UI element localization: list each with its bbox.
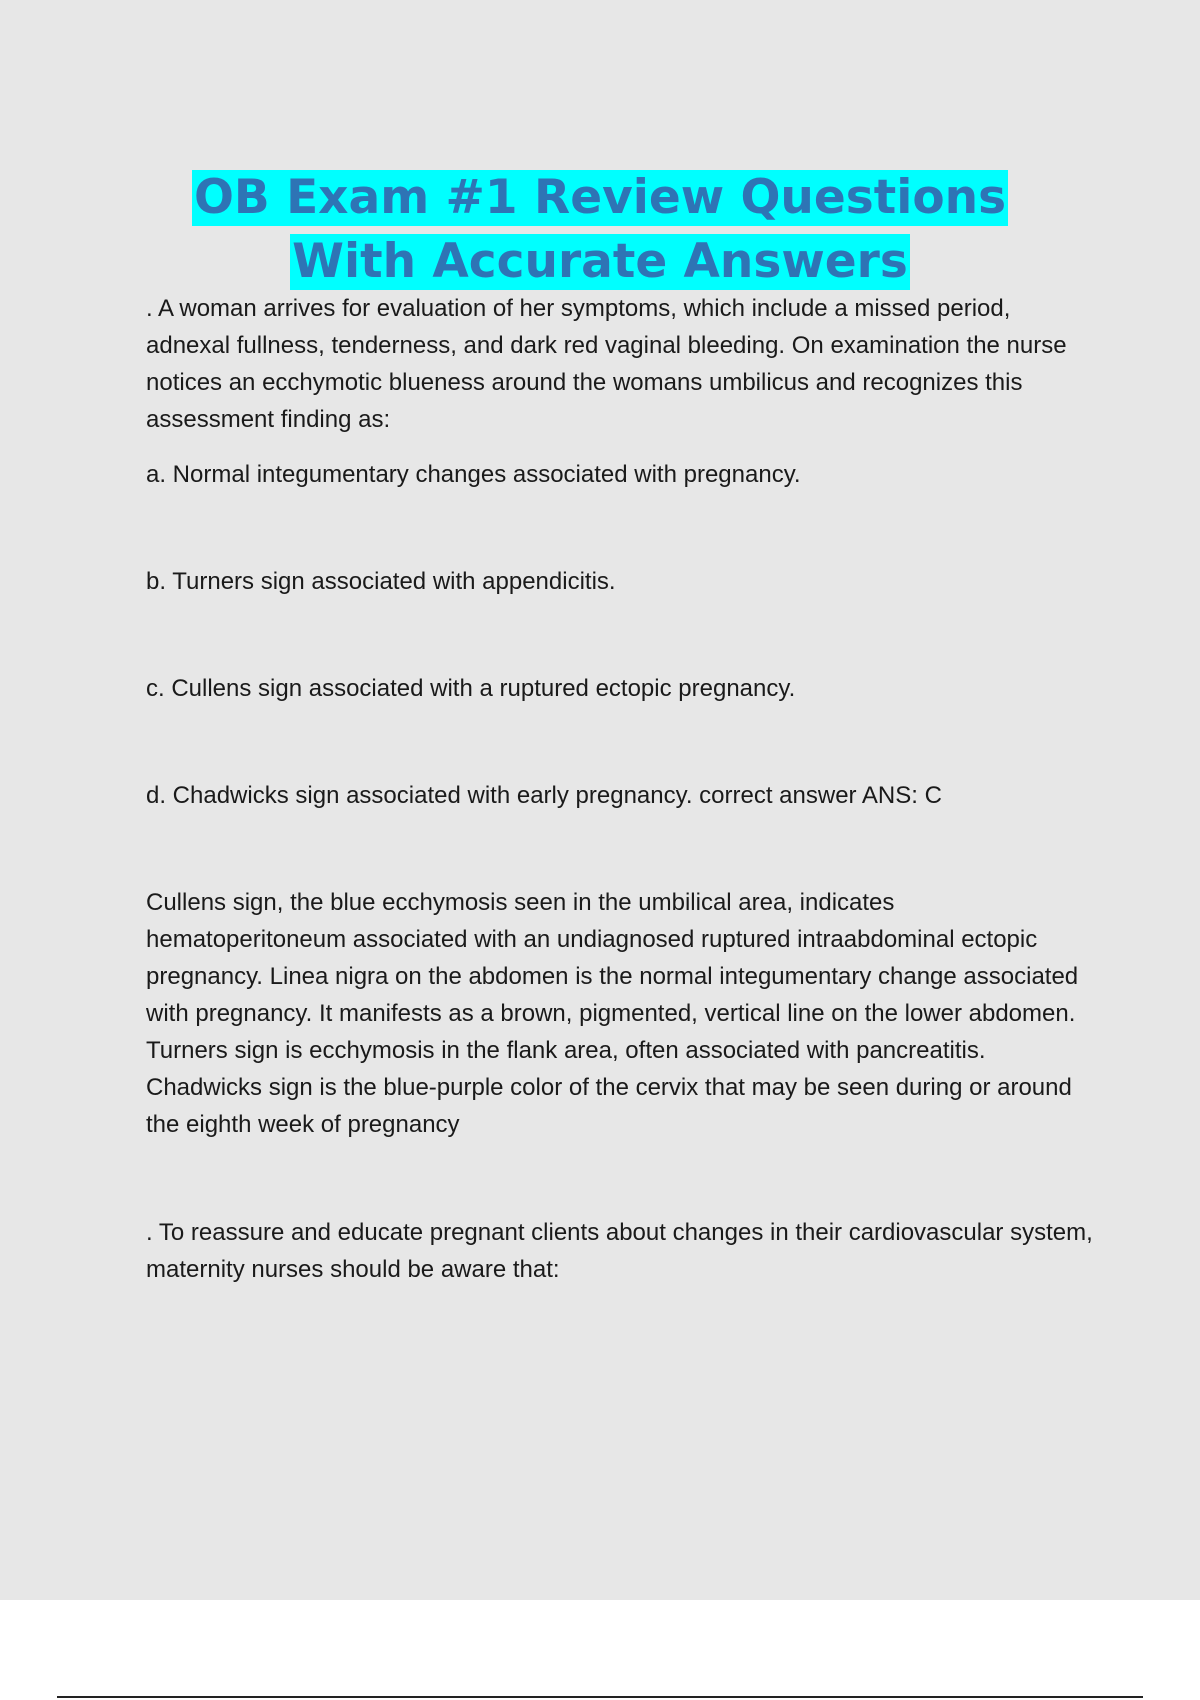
answer-option-a: a. Normal integumentary changes associated with pregnancy. (146, 461, 801, 488)
answer-option-c: c. Cullens sign associated with a ruptured ectopic pregnancy. (146, 675, 796, 702)
title-line-1: OB Exam #1 Review Questions (193, 170, 1007, 225)
title-line-2: With Accurate Answers (292, 234, 908, 289)
footer-divider (57, 1696, 1143, 1698)
document-title (0, 167, 1200, 295)
answer-rationale: Cullens sign, the blue ecchymosis seen in the umbilical area, indicates hematoperitoneum associated with an undiagnosed ruptured intraabdominal ectopic pregnancy. Linea nigra on the abdomen is the normal integumentary change associated with pregnancy. It manifests as a brown, pigmented, vertical line on the lower abdomen. Turners sign is ecchymosis in the flank area, often associated with pancreatitis. Chadwicks sign is the blue-purple color of the cervix that may be seen during or around the eighth week of pregnancy (146, 889, 1079, 1138)
question-1-text: . A woman arrives for evaluation of her symptoms, which include a missed period, adnexal fullness, tenderness, and dark red vaginal bleeding. On examination the nurse notices an ecchymotic blueness around the womans umbilicus and recognizes this assessment finding as: (146, 295, 1067, 433)
answer-option-b: b. Turners sign associated with appendicitis. (146, 568, 616, 595)
question-2-text: . To reassure and educate pregnant clients about changes in their cardiovascular system, maternity nurses should be aware that: (146, 1219, 1093, 1283)
answer-option-d: d. Chadwicks sign associated with early pregnancy. correct answer ANS: C (146, 782, 942, 809)
